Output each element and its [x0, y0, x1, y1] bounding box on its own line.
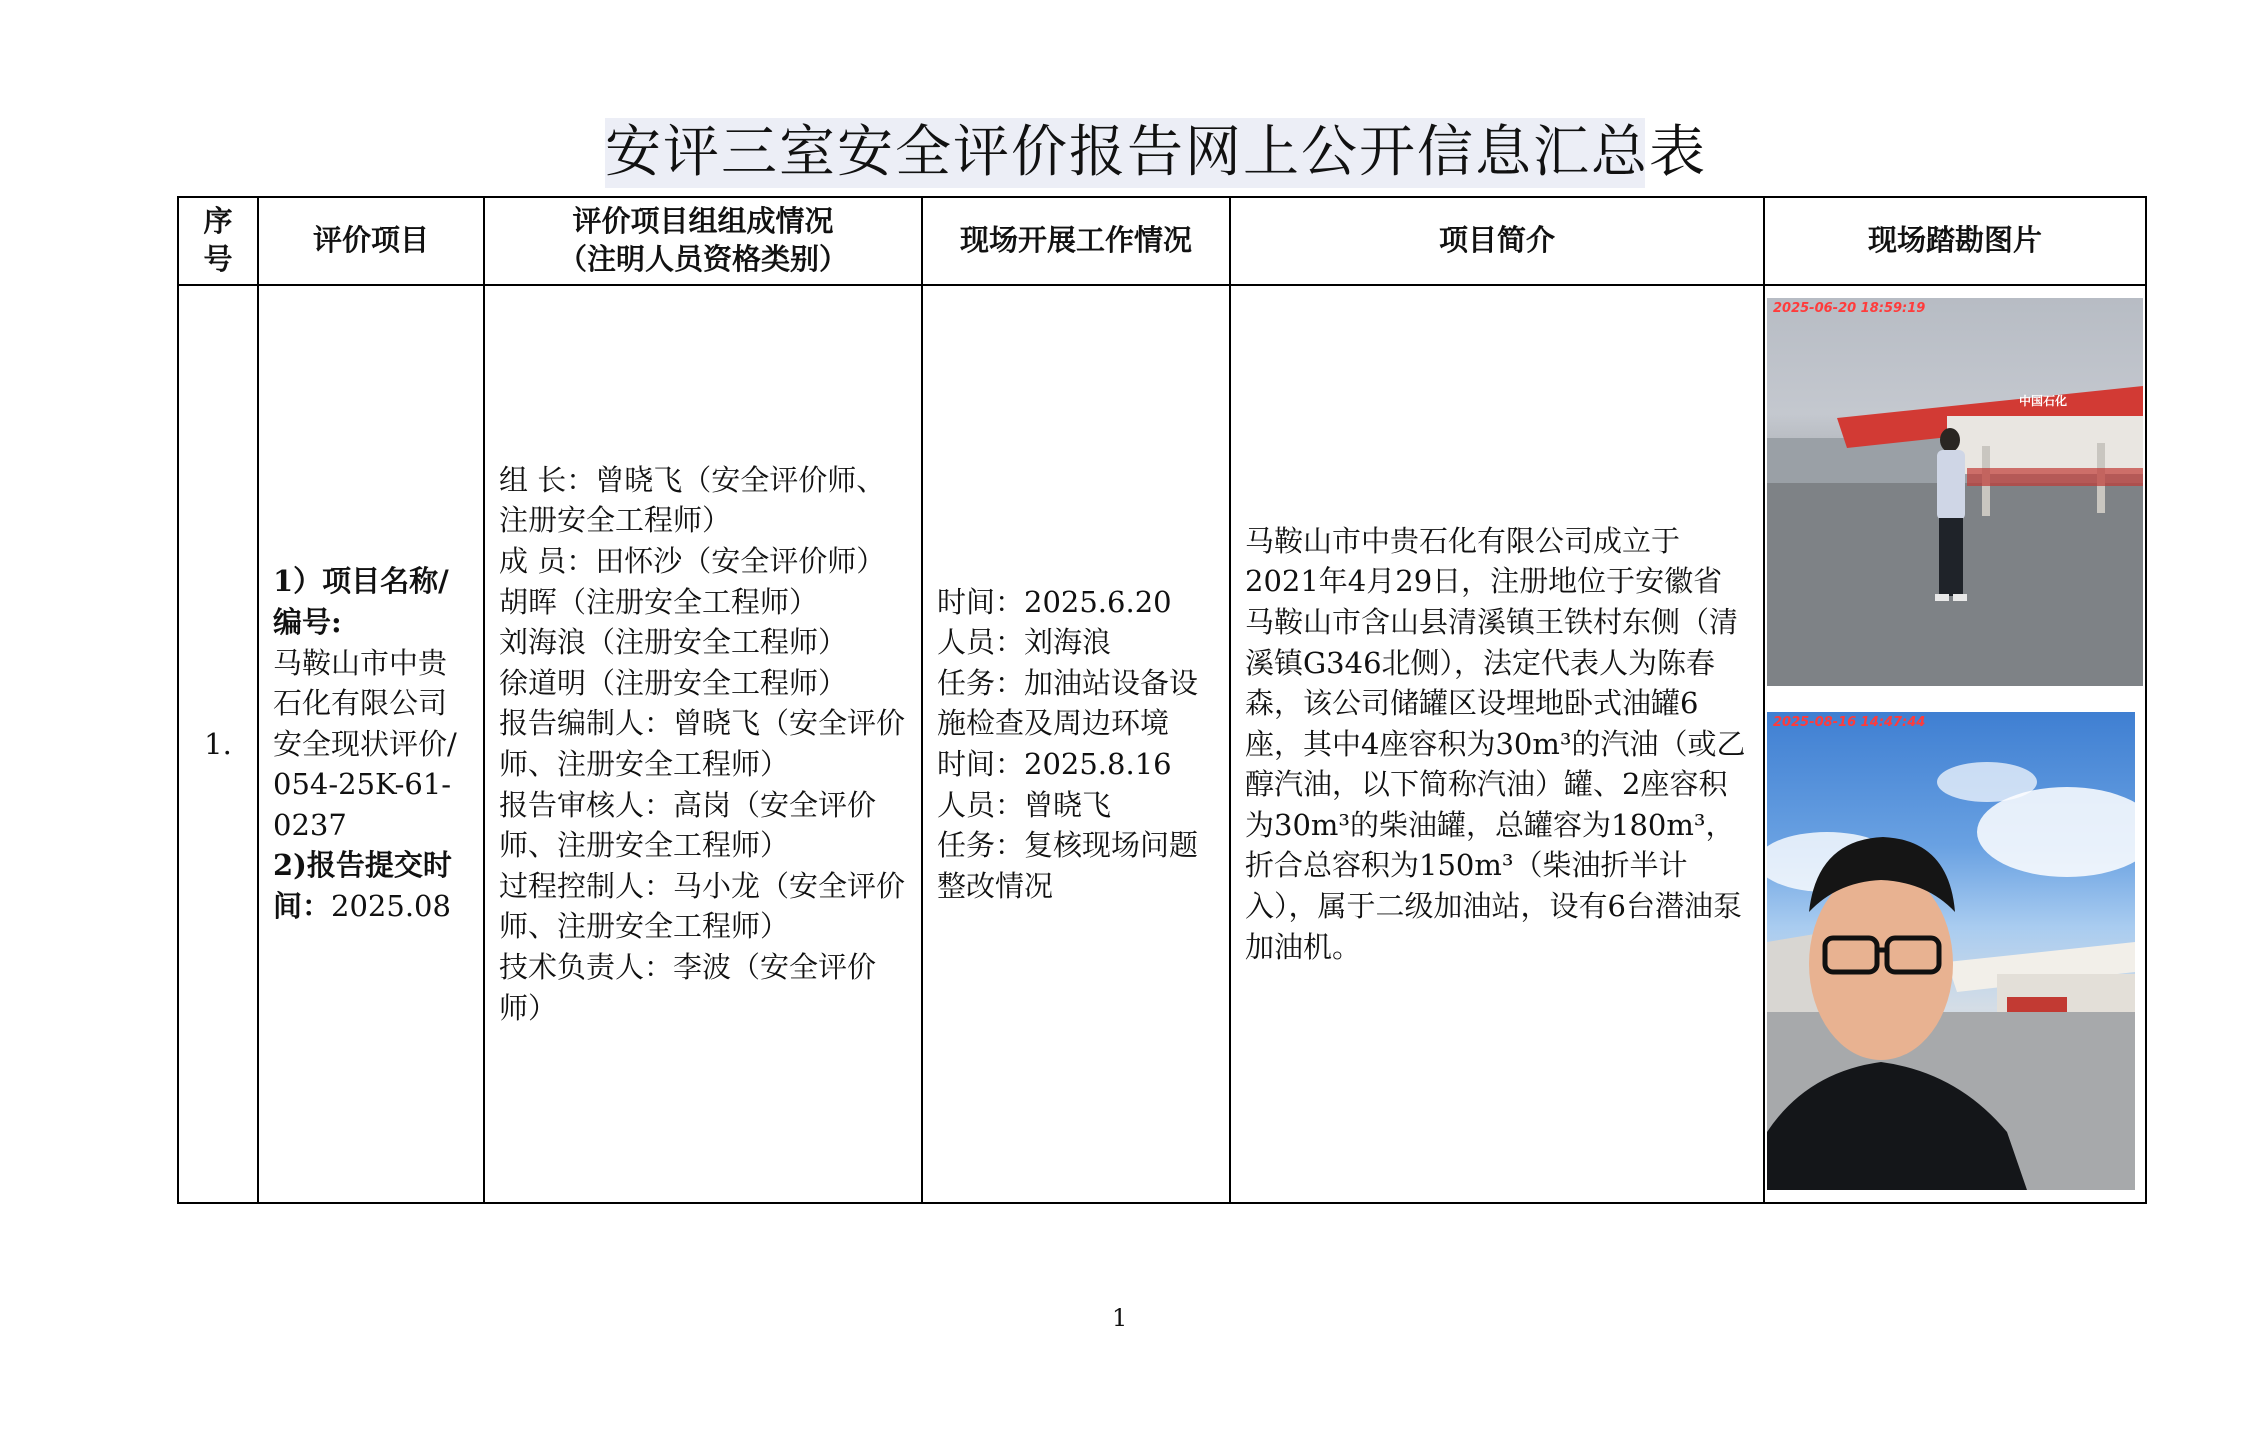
canopy-sign: 中国石化 [2019, 394, 2068, 408]
team-line-process: 过程控制人：马小龙（安全评价师、注册安全工程师） [499, 868, 906, 944]
team-line-member-2: 胡晖（注册安全工程师） [499, 584, 819, 619]
header-intro: 项目简介 [1230, 197, 1764, 285]
team-line-member-1: 成 员：田怀沙（安全评价师） [499, 544, 886, 579]
header-project: 评价项目 [258, 197, 484, 285]
team-line-reviewer: 报告审核人：高岗（安全评价师、注册安全工程师） [499, 787, 877, 863]
header-team-line-1: 评价项目组组成情况 [572, 204, 834, 239]
site-task-2: 任务：复核现场问题整改情况 [937, 828, 1199, 903]
table-row [178, 285, 2146, 1203]
submit-value: 2025.08 [331, 889, 451, 924]
team-line-author: 报告编制人：曾晓飞（安全评价师、注册安全工程师） [499, 706, 906, 781]
site-person-2: 人员：曾晓飞 [937, 787, 1112, 822]
header-team [484, 197, 922, 285]
team-line-member-4: 徐道明（注册安全工程师） [499, 665, 848, 700]
team-line-technical: 技术负责人：李波（安全评价师） [499, 949, 877, 1025]
row-project [258, 285, 484, 1203]
site-time-2: 时间：2025.8.16 [937, 747, 1172, 781]
site-photo-2 [1767, 712, 2135, 1190]
row-team [484, 285, 922, 1203]
selfie-scene-2 [1767, 712, 2135, 1190]
header-seq-line-1: 序 [203, 204, 233, 239]
header-photos: 现场踏勘图片 [1764, 197, 2146, 285]
site-person-1: 人员：刘海浪 [937, 625, 1112, 660]
header-site: 现场开展工作情况 [922, 197, 1230, 285]
project-name-label-2: 编号: [273, 604, 342, 639]
photo-1-timestamp: 2025-06-20 18:59:19 [1773, 301, 1926, 316]
project-name-value: 马鞍山市中贵石化有限公司安全现状评价/054-25K-61-0237 [273, 645, 457, 842]
site-photo-1 [1767, 298, 2143, 686]
row-photos [1764, 285, 2146, 1203]
page-title: 安评三室安全评价报告网上公开信息汇总表 [605, 118, 1645, 188]
header-seq [178, 197, 258, 285]
team-line-leader: 组 长：曾晓飞（安全评价师、注册安全工程师） [499, 462, 886, 538]
header-seq-line-2: 号 [203, 242, 233, 276]
project-name-label-1: 1）项目名称/ [273, 564, 449, 599]
gas-station-scene-1 [1767, 298, 2143, 686]
header-team-line-2: （注明人员资格类别） [557, 242, 848, 276]
row-seq: 1. [178, 285, 258, 1203]
header-row [178, 197, 2146, 285]
team-line-member-3: 刘海浪（注册安全工程师） [499, 625, 848, 660]
row-intro: 马鞍山市中贵石化有限公司成立于2021年4月29日，注册地位于安徽省马鞍山市含山县清溪镇王铁村东侧（清溪镇G346北侧），法定代表人为陈春森，该公司储罐区设埋地卧式油罐6座，其中4座容积为30m³的汽油（或乙醇汽油，以下简称汽油）罐、2座容积为30m³的柴油罐，总罐容为180m³，折合总容积为150m³（柴油折半计入），属于二级加油站，设有6台潜油泵加油机。 [1230, 285, 1764, 1203]
site-time-1: 时间：2025.6.20 [937, 584, 1172, 619]
site-task-1: 任务：加油站设备设施检查及周边环境 [937, 665, 1199, 741]
row-site [922, 285, 1230, 1203]
photo-2-timestamp: 2025-08-16 14:47:44 [1773, 715, 1926, 730]
page-number: 1 [1112, 1304, 1128, 1332]
submit-label: 2)报告提交时间： [273, 848, 452, 924]
summary-table [177, 196, 2147, 1204]
